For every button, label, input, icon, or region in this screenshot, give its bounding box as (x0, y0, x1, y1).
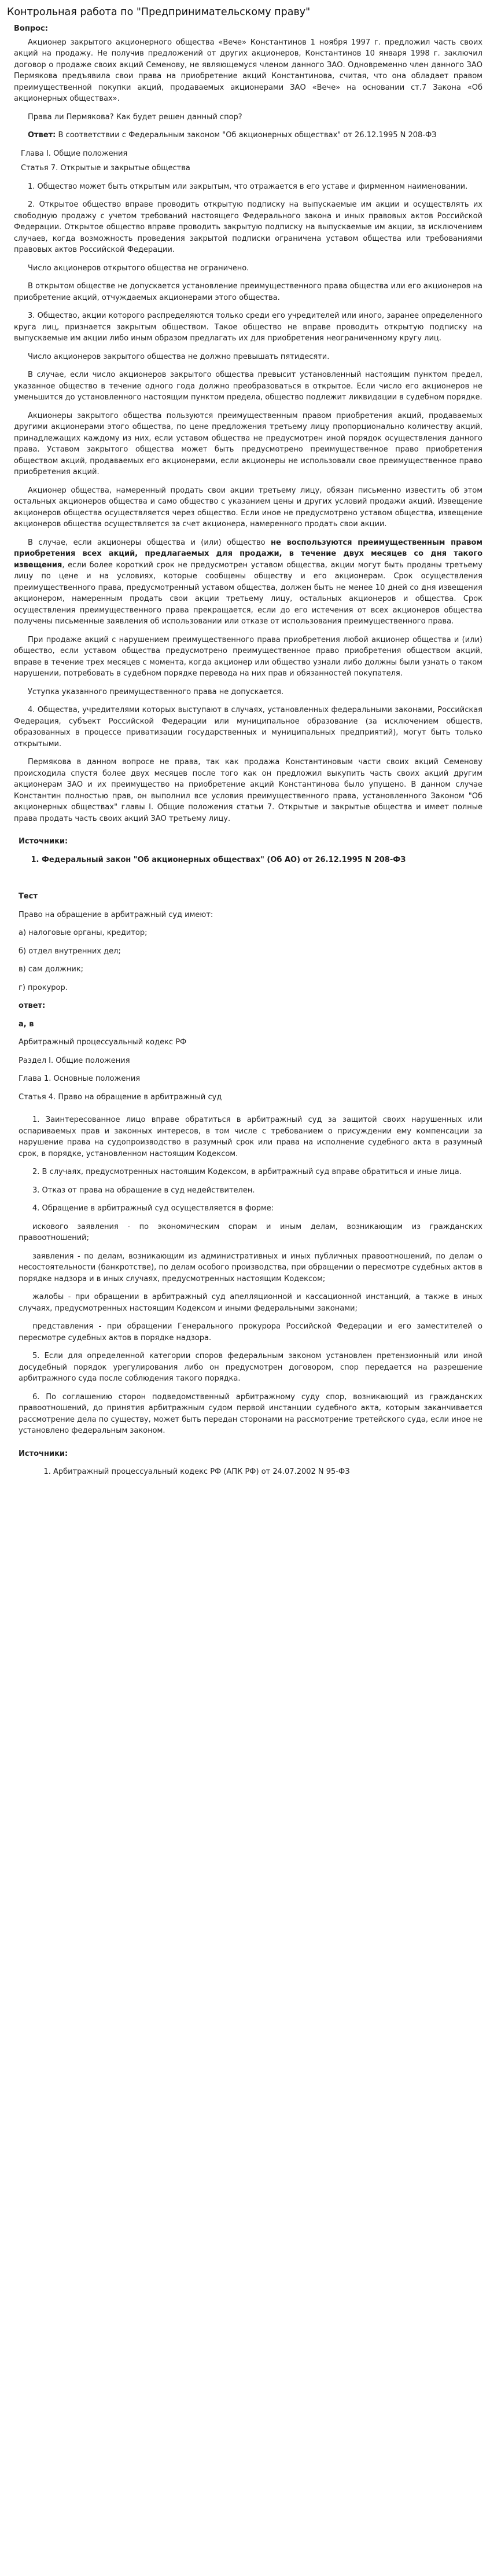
section-heading: Раздел I. Общие положения (19, 1056, 130, 1065)
code-paragraph: 1. Заинтересованное лицо вправе обратиться в арбитражный суд за защитой своих нарушенных или оспариваемых прав и законных интересов, в том числе с требованием о присуждении ему компенсации за нарушение права на судопроизводство в разумный срок или права на исполнение судебного акта в разумный срок, в порядке, установленном настоящим Кодексом. (19, 1115, 482, 1158)
sources-list (19, 854, 482, 866)
text-run: В случае, если акционеры общества и (или) общество (28, 538, 266, 547)
question-prompt: Права ли Пермякова? Как будет решен данный спор? (28, 112, 242, 122)
law-paragraph: 2. Открытое общество вправе проводить открытую подписку на выпускаемые им акции и осуществлять их свободную продажу с учетом требований настоящего Федерального закона и иных правовых актов Российской Федерации. Открытое общество вправе проводить закрытую подписку на выпускаемые им акции, за исключением случаев, когда возможность проведения закрытой подписки ограничена уставом общества или требованиями правовых актов Российской Федерации. (14, 200, 482, 255)
conclusion-paragraph: Пермякова в данном вопросе не права, так как продажа Константиновым части своих акций Семенову происходила спустя более двух месяцев после того как он предложил выкупить часть своих акций другим акционерам ЗАО и их преимущество на приобретение акций Константинова было упущено. В данном случае Константин полностью прав, он выполнил все условия преимущественного права, установленного Законом "Об акционерных обществах" главы I. Общие положения статьи 7. Открытые и закрытые общества и имеет полные права продать часть своих акций ЗАО третьему лицу. (14, 758, 482, 823)
question-label: Вопрос: (14, 24, 48, 34)
law-paragraph: 4. Общества, учредителями которых выступают в случаях, установленных федеральными законами, Российская Федерация, субъект Российской Федерации или муниципальное образование (за исключением обществ, образованных в процессе приватизации государственных и муниципальных предприятий), могут быть только открытыми. (14, 706, 482, 748)
law-paragraph: В открытом обществе не допускается установление преимущественного права общества или его акционеров на приобретение акций, отчуждаемых акционерами этого общества. (14, 282, 482, 302)
test-option: б) отдел внутренних дел; (19, 946, 121, 956)
answer-text: В соответствии с Федеральным законом "Об акционерных обществах" от 26.12.1995 N 208-ФЗ (56, 131, 437, 140)
law-paragraph: Число акционеров открытого общества не ограничено. (28, 263, 249, 273)
law-paragraph: В случае, если число акционеров закрытого общества превысит установленный настоящим пунктом предел, указанное общество в течение одного года должно преобразоваться в открытое. Если число его акционеров не уменьшится до установленного настоящим пунктом предела, общество подлежит ликвидации в судебном порядке. (14, 370, 482, 402)
law-paragraph: 3. Общество, акции которого распределяются только среди его учредителей или иного, заранее определенного круга лиц, признается закрытым обществом. Такое общество не вправе проводить открытую подписку на выпускаемые им акции либо иным образом предлагать их для приобретения неограниченному кругу лиц. (14, 311, 482, 343)
sources-label: Источники: (19, 837, 68, 846)
answer-intro (14, 130, 482, 141)
test-option: г) прокурор. (19, 983, 68, 992)
law-paragraph: Акционер общества, намеренный продать свои акции третьему лицу, обязан письменно известить об этом остальных акционеров общества и само общество с указанием цены и других условий продажи акций. Извещение акционеров общества осуществляется через общество. Если иное не предусмотрено уставом общества, извещение акционеров общества осуществляется за счет акционера, намеренного продать свои акции. (14, 486, 482, 529)
code-paragraph: представления - при обращении Генерального прокурора Российской Федерации и его заместителей о пересмотре судебных актов в порядке надзора. (19, 1322, 482, 1342)
law-paragraph: Уступка указанного преимущественного права не допускается. (28, 687, 284, 696)
article-heading: Статья 4. Право на обращение в арбитражный суд (19, 1092, 222, 1102)
code-paragraph: заявления - по делам, возникающим из административных и иных публичных правоотношений, по делам о несостоятельности (банкротстве), по делам особого производства, при обращении о пересмотре судебных актов в порядке надзора и в иных случаях, предусмотренных настоящим Кодексом; (19, 1252, 482, 1283)
code-paragraph: 2. В случаях, предусмотренных настоящим Кодексом, в арбитражный суд вправе обратиться и иные лица. (32, 1168, 462, 1177)
source-item: 1. Арбитражный процессуальный кодекс РФ (АПК РФ) от 24.07.2002 N 95-ФЗ (53, 1466, 482, 1478)
law-paragraph: При продаже акций с нарушением преимущественного права приобретения любой акционер общества и (или) общество, если уставом общества предусмотрено преимущественное право приобретения обществом акций, вправе в течение трех месяцев с момента, когда акционер или общество узнали либо должны были узнать о таком нарушении, потребовать в судебном порядке перевода на них прав и обязанностей покупателя. (14, 635, 482, 678)
chapter-heading: Глава 1. Основные положения (19, 1074, 141, 1084)
law-paragraph: Число акционеров закрытого общества не должно превышать пятидесяти. (28, 352, 330, 361)
code-paragraph: жалобы - при обращении в арбитражный суд апелляционной и кассационной инстанций, а также в иных случаях, предусмотренных настоящим Кодексом и иными федеральными законами; (19, 1293, 482, 1313)
highlighted-text: не воспользуются преимущественным правом приобретения всех акций, предлагаемых для продажи, в течение двух месяцев со дня такого извещения (14, 538, 483, 570)
chapter-heading: Глава I. Общие положения (21, 149, 128, 158)
test-label: Тест (19, 892, 38, 901)
article-heading: Статья 7. Открытые и закрытые общества (21, 164, 190, 173)
answer-label: Ответ: (28, 131, 56, 140)
question-body: Акционер закрытого акционерного общества «Вече» Константинов 1 ноября 1997 г. предложил часть своих акций на продажу. Не получив предложений от других акционеров, Константинов 10 января 1998 г. заключил договор о продаже своих акций Семенову, не являющемуся членом данного ЗАО. Одновременно член данного ЗАО Пермякова предъявила свои права на приобретение акций Константинова, считая, что она обладает правом преимущественной покупки акций, продаваемых акционерами ЗАО «Вече» на основании ст.7 Закона «Об акционерных обществах». (14, 38, 482, 104)
code-paragraph: 4. Обращение в арбитражный суд осуществляется в форме: (32, 1204, 274, 1213)
test-section (7, 875, 482, 1478)
law-paragraph-mixed (14, 537, 482, 628)
text-run: , если более короткий срок не предусмотрен уставом общества, акции могут быть проданы третьему лицу по цене и на условиях, которые сообщены обществу и его акционерам. Срок осуществления преимущественного права, предусмотренный уставом общества, должен быть не менее 10 дней со дня извещения акционером, намеренным продать свои акции третьему лицу, остальных акционеров и общества. Срок осуществления преимущественного права прекращается, если до его истечения от всех акционеров общества получены письменные заявления об использовании или отказе от использования преимущественного права. (14, 560, 482, 626)
sources-section (7, 836, 482, 865)
answer-label: ответ: (19, 1001, 46, 1011)
code-paragraph: 5. Если для определенной категории споров федеральным законом установлен претензионный или иной досудебный порядок урегулирования либо он предусмотрен договором, спор передается на разрешение арбитражного суда после соблюдения такого порядка. (19, 1352, 482, 1384)
law-paragraph: 1. Общество может быть открытым или закрытым, что отражается в его уставе и фирменном наименовании. (28, 182, 468, 191)
code-paragraph: 6. По соглашению сторон подведомственный арбитражному суду спор, возникающий из гражданских правоотношений, до принятия арбитражным судом первой инстанции судебного акта, которым заканчивается рассмотрение дела по существу, может быть передан сторонами на рассмотрение третейского суда, если иное не установлено федеральным законом. (19, 1392, 482, 1436)
code-paragraph: 3. Отказ от права на обращение в суд недействителен. (32, 1186, 255, 1195)
law-paragraph: Акционеры закрытого общества пользуются преимущественным правом приобретения акций, продаваемых другими акционерами этого общества, по цене предложения третьему лицу пропорционально количеству акций, принадлежащих каждому из них, если уставом общества не предусмотрен иной порядок осуществления данного права. Уставом закрытого общества может быть предусмотрено преимущественное право приобретения обществом акций, продаваемых его акционерами, если акционеры не использовали свое преимущественное право приобретения акций. (14, 411, 482, 477)
code-title: Арбитражный процессуальный кодекс РФ (19, 1038, 187, 1047)
source-item: 1. Федеральный закон "Об акционерных обществах" (Об АО) от 26.12.1995 N 208-ФЗ (42, 854, 482, 866)
sources-label: Источники: (19, 1449, 68, 1458)
test-option: в) сам должник; (19, 965, 84, 974)
answer-value: а, в (19, 1019, 34, 1029)
page-title: Контрольная работа по "Предпринимательскому праву" (7, 6, 311, 18)
test-question: Право на обращение в арбитражный суд имеют: (19, 910, 213, 919)
task-question (7, 23, 482, 824)
code-paragraph: искового заявления - по экономическим спорам и иным делам, возникающим из гражданских правоотношений; (19, 1222, 482, 1243)
test-option: а) налоговые органы, кредитор; (19, 929, 148, 938)
sources-list (19, 1466, 482, 1478)
